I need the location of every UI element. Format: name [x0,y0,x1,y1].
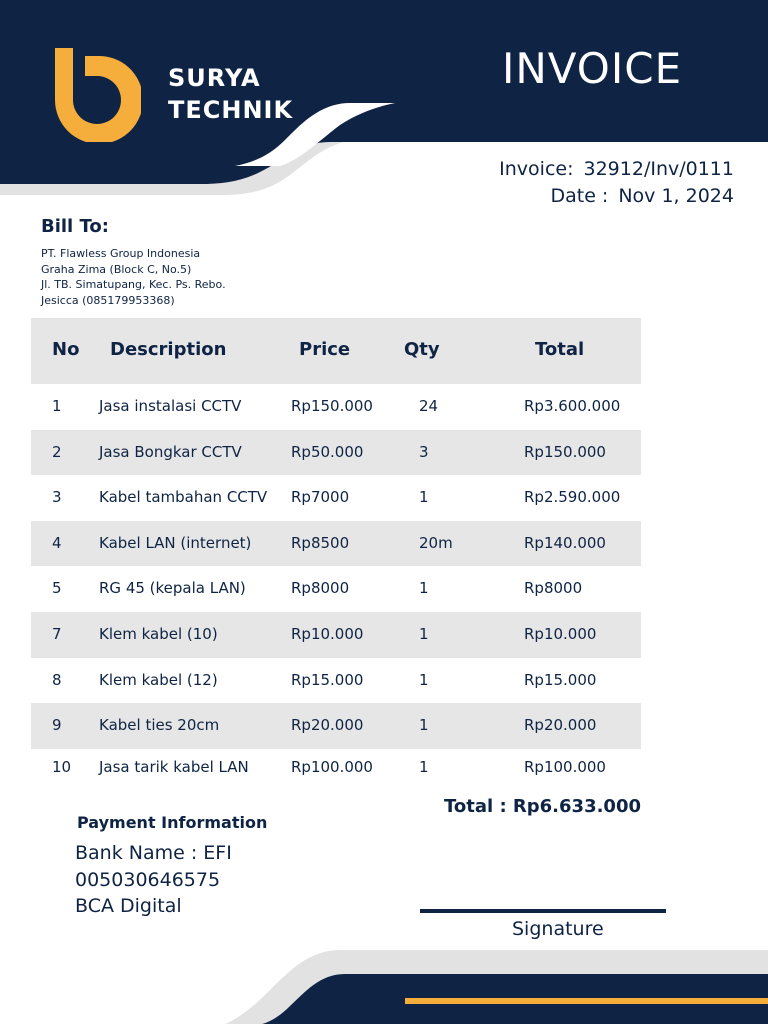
bill-to-address [41,246,226,308]
cell-total: Rp2.590.000 [524,488,621,507]
invoice-title: INVOICE [502,44,683,93]
invoice-number-value: 32912/Inv/0111 [583,158,734,180]
header-price: Price [299,339,351,360]
cell-price: Rp20.000 [291,716,364,735]
brand-name [168,62,293,126]
table-row [31,430,641,476]
table-header [31,318,641,384]
table-row [31,658,641,704]
cell-no: 4 [52,533,62,552]
cell-total: Rp3.600.000 [524,397,621,415]
table-row [31,384,641,430]
invoice-meta [499,156,734,210]
cell-price: Rp15.000 [291,670,364,689]
cell-total: Rp100.000 [524,757,606,776]
cell-qty: 1 [419,757,429,776]
cell-total: Rp8000 [524,579,583,598]
invoice-date-value: Nov 1, 2024 [618,185,734,207]
cell-qty: 3 [419,442,429,461]
cell-description: Jasa instalasi CCTV [99,397,242,415]
invoice-number-row [499,156,734,183]
cell-qty: 20m [419,533,453,552]
cell-qty: 1 [419,488,429,507]
cell-total: Rp10.000 [524,624,597,643]
bill-to-line: PT. Flawless Group Indonesia [41,247,201,260]
grand-total: Total : Rp6.633.000 [444,796,641,817]
cell-description: Klem kabel (10) [99,624,218,643]
cell-price: Rp8000 [291,579,350,598]
cell-no: 10 [52,757,72,776]
cell-price: Rp10.000 [291,624,364,643]
cell-description: Kabel LAN (internet) [99,533,252,552]
signature-label: Signature [512,918,604,940]
cell-price: Rp7000 [291,488,350,507]
cell-price: Rp8500 [291,533,350,552]
cell-total: Rp15.000 [524,670,597,689]
payment-heading: Payment Information [77,813,268,832]
bill-to-line: Jesicca (085179953368) [41,293,175,307]
items-table [31,318,641,787]
cell-qty: 1 [419,670,429,689]
header-total: Total [535,339,585,360]
invoice-number-label: Invoice: [499,158,574,180]
cell-total: Rp20.000 [524,716,597,735]
table-row [31,703,641,749]
payment-details [75,840,232,920]
cell-description: Kabel tambahan CCTV [99,488,268,507]
cell-qty: 24 [419,397,439,415]
cell-description: Klem kabel (12) [99,670,218,689]
cell-qty: 1 [419,624,429,643]
cell-price: Rp100.000 [291,757,373,776]
invoice-date-row [499,183,734,210]
brand-line-2: TECHNIK [168,96,294,124]
cell-total: Rp140.000 [524,533,606,552]
cell-price: Rp150.000 [291,397,373,415]
cell-no: 5 [52,579,62,598]
table-row [31,749,641,787]
header-description: Description [110,339,227,360]
cell-no: 1 [52,397,62,415]
brand-line-1: SURYA [168,64,261,92]
cell-no: 8 [52,670,62,689]
cell-no: 2 [52,442,62,461]
cell-price: Rp50.000 [291,442,364,461]
table-row [31,566,641,612]
invoice-date-label: Date : [550,185,609,207]
cell-qty: 1 [419,716,429,735]
signature-line [420,909,666,913]
cell-no: 9 [52,716,62,735]
table-row [31,475,641,521]
footer-background [0,940,768,1024]
cell-total: Rp150.000 [524,442,606,461]
cell-description: Jasa Bongkar CCTV [99,442,242,461]
payment-bank-name: Bank Name : EFI [75,842,232,864]
payment-bank: BCA Digital [75,895,182,917]
cell-no: 7 [52,624,62,643]
bill-to-line: Jl. TB. Simatupang, Kec. Ps. Rebo. [41,278,226,291]
bill-to-heading: Bill To: [41,216,109,237]
cell-no: 3 [52,488,62,507]
table-row [31,521,641,567]
surya-technik-logo-icon [55,48,141,142]
cell-description: Jasa tarik kabel LAN [99,757,249,776]
table-row [31,612,641,658]
payment-account-number: 005030646575 [75,868,221,891]
cell-description: Kabel ties 20cm [99,716,220,735]
cell-qty: 1 [419,579,429,598]
cell-description: RG 45 (kepala LAN) [99,579,246,598]
bill-to-line: Graha Zima (Block C, No.5) [41,262,192,276]
header-qty: Qty [404,339,440,360]
header-no: No [52,339,80,360]
